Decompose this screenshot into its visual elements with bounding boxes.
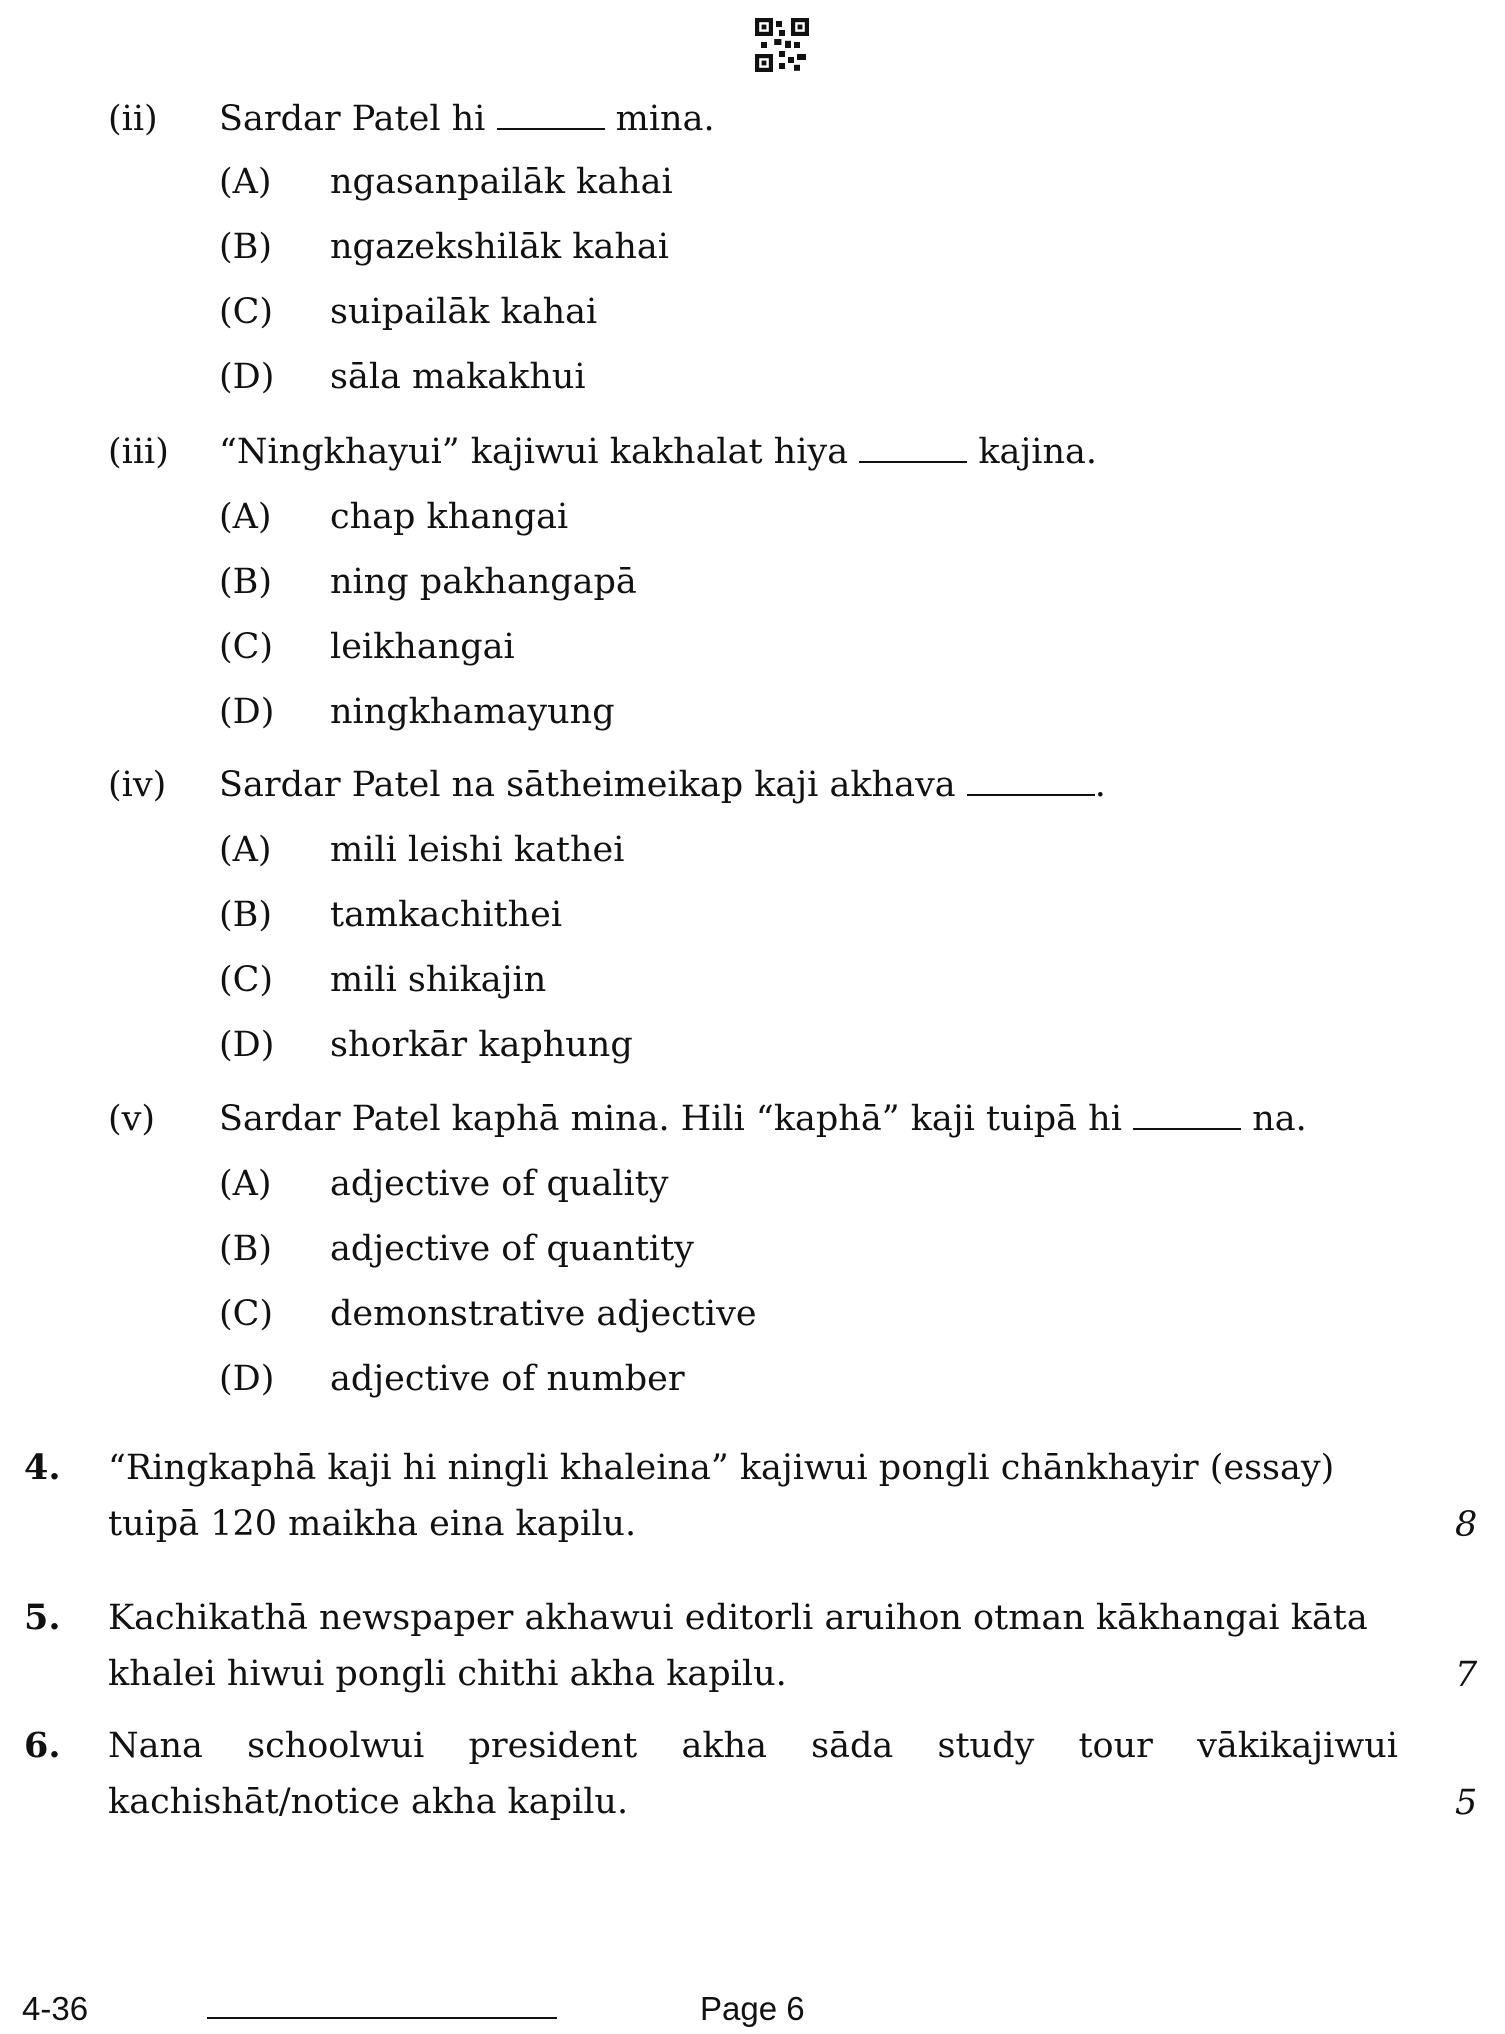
subquestion-number: (ii) (108, 99, 158, 139)
option-text: adjective of quantity (330, 1229, 694, 1269)
option-label: (B) (219, 1229, 273, 1269)
option-text: ningkhamayung (330, 692, 615, 732)
question-number: 6. (24, 1725, 61, 1766)
question-text-line: tuipā 120 maikha eina kapilu. (108, 1504, 637, 1544)
answer-blank (497, 98, 605, 130)
question-marks: 8 (1455, 1505, 1478, 1545)
question-text-line: Nana schoolwui president akha sāda study tour vākikajiwui (108, 1726, 1398, 1766)
footer-paper-code: 4-36 (22, 1990, 89, 2027)
footer-page-number: Page 6 (700, 1990, 805, 2027)
subquestion-stem: “Ningkhayui” kajiwui kakhalat hiya kajina. (219, 432, 1097, 472)
option-text: chap khangai (330, 497, 569, 537)
option-label: (C) (219, 292, 274, 332)
answer-blank (967, 764, 1095, 796)
option-text: adjective of number (330, 1359, 685, 1399)
option-text: ngasanpailāk kahai (330, 162, 673, 202)
option-label: (B) (219, 895, 273, 935)
subquestion-number: (v) (108, 1099, 156, 1139)
option-label: (A) (219, 497, 272, 537)
option-text: tamkachithei (330, 895, 563, 935)
option-label: (A) (219, 162, 272, 202)
subquestion-number: (iii) (108, 432, 169, 472)
option-text: suipailāk kahai (330, 292, 598, 332)
option-label: (D) (219, 692, 275, 732)
question-marks: 7 (1455, 1655, 1478, 1695)
option-label: (C) (219, 627, 274, 667)
question-text-line: “Ringkaphā kaji hi ningli khaleina” kajiwui pongli chānkhayir (essay) (108, 1448, 1335, 1488)
question-text-line: kachishāt/notice akha kapilu. (108, 1782, 629, 1822)
option-text: sāla makakhui (330, 357, 586, 397)
option-text: shorkār kaphung (330, 1025, 633, 1065)
question-number: 5. (24, 1597, 61, 1638)
option-label: (D) (219, 1025, 275, 1065)
option-text: ngazekshilāk kahai (330, 227, 669, 267)
question-text-line: khalei hiwui pongli chithi akha kapilu. (108, 1654, 787, 1694)
option-text: adjective of quality (330, 1164, 669, 1204)
option-text: mili leishi kathei (330, 830, 625, 870)
option-label: (B) (219, 562, 273, 602)
option-label: (C) (219, 960, 274, 1000)
subquestion-stem: Sardar Patel hi mina. (219, 99, 715, 139)
option-text: leikhangai (330, 627, 515, 667)
answer-blank (859, 431, 967, 463)
question-number: 4. (24, 1447, 61, 1488)
option-label: (D) (219, 1359, 275, 1399)
option-label: (A) (219, 1164, 272, 1204)
option-label: (A) (219, 830, 272, 870)
option-label: (B) (219, 227, 273, 267)
option-text: ning pakhangapā (330, 562, 637, 602)
option-label: (D) (219, 357, 275, 397)
answer-blank (1133, 1098, 1241, 1130)
option-label: (C) (219, 1294, 274, 1334)
qr-code (755, 18, 809, 72)
option-text: mili shikajin (330, 960, 547, 1000)
footer-divider (207, 2017, 557, 2019)
subquestion-number: (iv) (108, 765, 167, 805)
option-text: demonstrative adjective (330, 1294, 757, 1334)
question-text-line: Kachikathā newspaper akhawui editorli aruihon otman kākhangai kāta (108, 1598, 1368, 1638)
subquestion-stem: Sardar Patel na sātheimeikap kaji akhava . (219, 765, 1106, 805)
question-marks: 5 (1455, 1783, 1478, 1823)
subquestion-stem: Sardar Patel kaphā mina. Hili “kaphā” kaji tuipā hi na. (219, 1099, 1307, 1139)
